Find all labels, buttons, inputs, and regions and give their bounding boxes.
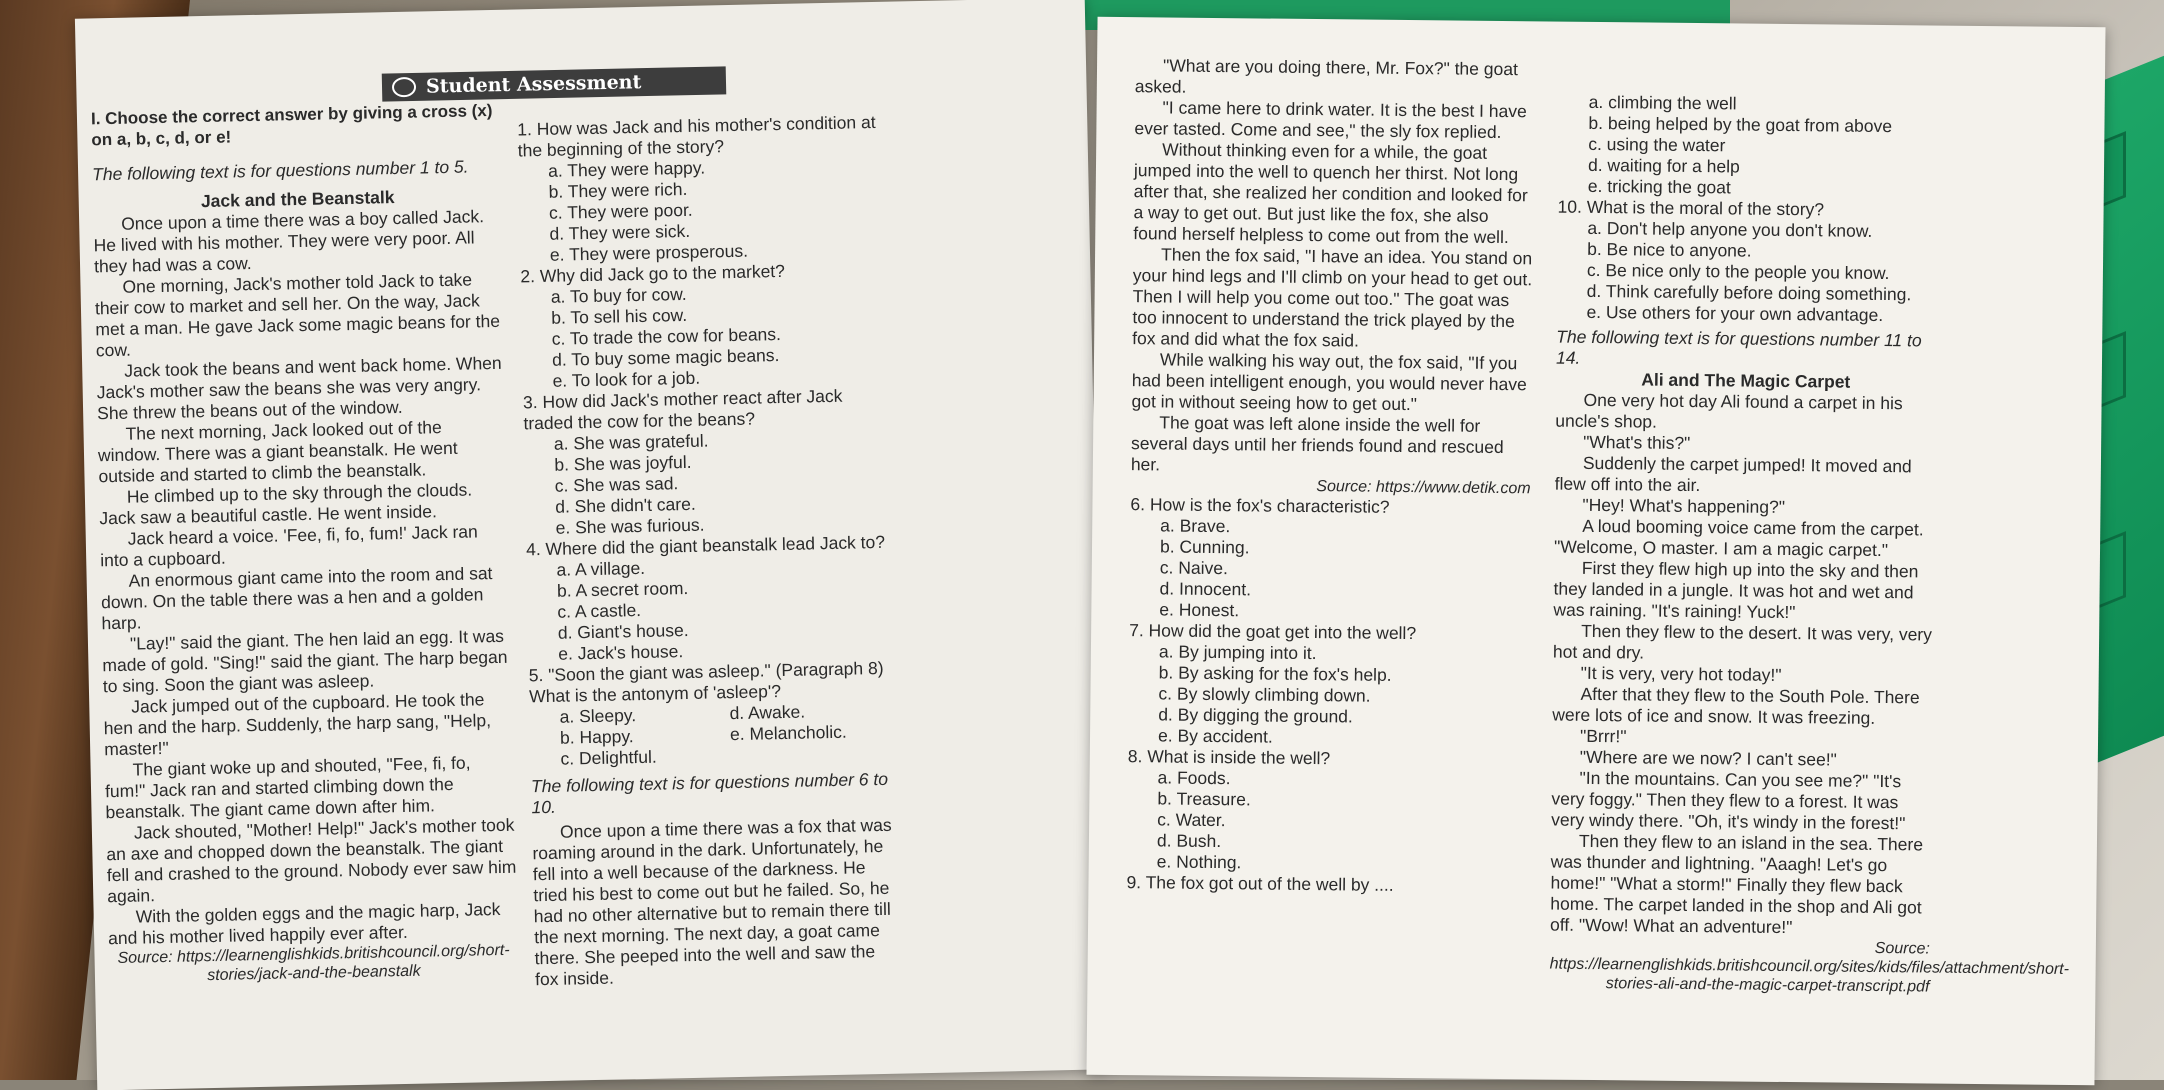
question-5: 5. "Soon the giant was asleep." (Paragraph 8) What is the antonym of 'asleep'?: [528, 657, 884, 707]
option[interactable]: e. By accident.: [1157, 725, 1273, 747]
option[interactable]: e. To look for a job.: [552, 367, 701, 391]
option[interactable]: b. being helped by the goat from above: [1588, 112, 1893, 137]
story3-paragraph: "Hey! What's happening?": [1582, 494, 1786, 517]
option[interactable]: d. waiting for a help: [1587, 154, 1740, 177]
banner-title: Student Assessment: [425, 71, 642, 98]
option[interactable]: c. using the water: [1588, 133, 1726, 156]
story2-intro: The following text is for questions number 6 to 10.: [530, 768, 889, 818]
instruction: I. Choose the correct answer by giving a cross (x) on a, b, c, d, or e!: [90, 100, 493, 150]
story3-paragraph: After that they flew to the South Pole. There were lots of ice and snow. It was freezing.: [1552, 683, 1920, 728]
question-4: 4. Where did the giant beanstalk lead Jack to?: [525, 531, 886, 560]
story2-paragraph: Then the fox said, "I have an idea. You stand on your hind legs and I'll climb on your head to get out. Then I will help you come out too." The goat was too innocent to understand the trick played by the fox and did what the fox said.: [1132, 244, 1533, 351]
story1-intro: The following text is for questions number 1 to 5.: [91, 156, 469, 185]
option[interactable]: e. Use others for your own advantage.: [1586, 301, 1884, 325]
option[interactable]: c. A castle.: [557, 599, 642, 622]
option[interactable]: a. By jumping into it.: [1158, 641, 1317, 664]
option[interactable]: b. A secret room.: [556, 577, 689, 601]
option[interactable]: b. Be nice to anyone.: [1587, 238, 1752, 261]
option[interactable]: a. climbing the well: [1588, 91, 1737, 114]
option[interactable]: e. Jack's house.: [558, 641, 684, 664]
story1-paragraph: Jack took the beans and went back home. When Jack's mother saw the beans she was very angry. She threw the beans out of the window.: [96, 352, 502, 424]
story3-source: Source: https://learnenglishkids.britishcouncil.org/sites/kids/files/attachment/short-stories-ali-and-the-magic-carpet-transcript.pdf: [1549, 939, 2070, 996]
story1-paragraph: He climbed up to the sky through the clouds. Jack saw a beautiful castle. He went inside.: [99, 479, 473, 529]
option[interactable]: e. They were prosperous.: [549, 240, 749, 265]
option[interactable]: e. Nothing.: [1156, 851, 1242, 873]
option[interactable]: e. Melancholic.: [729, 721, 847, 745]
story1-paragraph: Once upon a time there was a boy called Jack. He lived with his mother. They were very poor. All they had was a cow.: [93, 206, 485, 277]
option[interactable]: d. Giant's house.: [557, 619, 689, 643]
option[interactable]: e. tricking the goat: [1587, 175, 1731, 198]
story1-paragraph: Jack heard a voice. 'Fee, fi, fo, fum!' Jack ran into a cupboard.: [100, 521, 478, 571]
option[interactable]: d. Bush.: [1156, 830, 1222, 852]
option[interactable]: c. Water.: [1157, 809, 1226, 831]
option[interactable]: b. By asking for the fox's help.: [1158, 662, 1392, 685]
option[interactable]: d. Awake.: [729, 701, 806, 724]
story3-paragraph: Then they flew to an island in the sea. There was thunder and lightning. "Aaagh! Let's go home!" "What a storm!" Finally they flew back home. The carpet landed in the shop and Ali got off. "Wow! What an adventure!": [1549, 830, 1924, 938]
story3-paragraph: "Brrr!": [1579, 725, 1627, 747]
option[interactable]: a. She was grateful.: [553, 430, 709, 454]
story3-paragraph: "In the mountains. Can you see me?" "It's very foggy." Then they flew to a forest. It was very windy there. "Oh, it's windy in the forest!": [1551, 767, 1906, 834]
story3-paragraph: First they flew high up into the sky and then they landed in a jungle. It was hot and wet and was raining. "It's raining! Yuck!": [1553, 557, 1919, 623]
questions-column-1: [517, 112, 895, 990]
option[interactable]: c. Naive.: [1159, 557, 1228, 579]
option[interactable]: d. To buy some magic beans.: [551, 345, 780, 370]
option[interactable]: b. They were rich.: [548, 178, 688, 202]
option[interactable]: d. Think carefully before doing something.: [1586, 280, 1912, 305]
option[interactable]: d. They were sick.: [549, 220, 691, 244]
question-3: 3. How did Jack's mother react after Jack traded the cow for the beans?: [522, 385, 843, 434]
story1-column: [91, 100, 519, 987]
story2-paragraph: "What are you doing there, Mr. Fox?" the goat asked.: [1134, 55, 1518, 97]
story3-paragraph: One very hot day Ali found a carpet in his uncle's shop.: [1555, 389, 1903, 432]
story2-paragraph: "I came here to drink water. It is the best I have ever tasted. Come and see," the sly fox replied.: [1134, 97, 1527, 142]
option[interactable]: e. She was furious.: [555, 514, 705, 538]
question-10: 10. What is the moral of the story?: [1557, 196, 1825, 220]
option[interactable]: d. By digging the ground.: [1158, 704, 1353, 727]
story3-paragraph: "What's this?": [1583, 431, 1691, 453]
option[interactable]: b. To sell his cow.: [551, 304, 688, 328]
option[interactable]: b. Treasure.: [1157, 788, 1251, 810]
story2-paragraph: While walking his way out, the fox said, "If you had been intelligent enough, you would never have got in without seeing how to get out.": [1131, 349, 1527, 415]
story1-paragraph: "Lay!" said the giant. The hen laid an egg. It was made of gold. "Sing!" said the giant. The harp began to sing. Soon the giant was asleep.: [102, 625, 508, 697]
story3-paragraph: A loud booming voice came from the carpet. "Welcome, O master. I am a magic carpet.": [1553, 515, 1924, 561]
question-8: 8. What is inside the well?: [1127, 746, 1331, 769]
option[interactable]: c. Be nice only to the people you know.: [1586, 259, 1890, 284]
story2-column: [1126, 55, 1535, 897]
option[interactable]: b. Cunning.: [1159, 536, 1250, 558]
story1-title: Jack and the Beanstalk: [200, 187, 395, 212]
story1-paragraph: The next morning, Jack looked out of the window. There was a giant beanstalk. He went outside and started to climb the beanstalk.: [97, 417, 458, 487]
story1-paragraph: Jack shouted, "Mother! Help!" Jack's mother took an axe and chopped down the beanstalk. The giant fell and crashed to the ground. Nobody ever saw him again.: [106, 814, 517, 907]
question-1: 1. How was Jack and his mother's condition at the beginning of the story?: [517, 111, 876, 161]
story1-paragraph: Jack jumped out of the cupboard. He took the hen and the harp. Suddenly, the harp sang, "Help, master!": [103, 689, 492, 760]
option[interactable]: d. She didn't care.: [555, 493, 696, 517]
option[interactable]: c. To trade the cow for beans.: [551, 323, 782, 349]
question-7: 7. How did the goat get into the well?: [1129, 620, 1417, 644]
story3-title: Ali and The Magic Carpet: [1641, 369, 1851, 392]
story2-paragraph: Without thinking even for a while, the goat jumped into the well to quench her thirst. Not long after that, she realized her condition and looked for a way to get out. But just like the fox, she also found herself helpless to come out from the well.: [1133, 139, 1528, 248]
option[interactable]: a. They were happy.: [547, 157, 706, 181]
option[interactable]: a. Sleepy.: [559, 705, 637, 727]
story3-paragraph: Then they flew to the desert. It was very, very hot and dry.: [1552, 620, 1933, 663]
story1-paragraph: One morning, Jack's mother told Jack to take their cow to market and sell her. On the way, Jack met a man. He gave Jack some magic beans for the cow.: [94, 269, 501, 361]
q5-options-row: [529, 700, 890, 771]
option[interactable]: a. A village.: [556, 557, 646, 580]
option[interactable]: a. To buy for cow.: [550, 283, 687, 307]
option[interactable]: a. Brave.: [1160, 515, 1231, 537]
option[interactable]: b. Happy.: [559, 726, 634, 748]
story1-paragraph: The giant woke up and shouted, "Fee, fi, fo, fum!" Jack ran and started climbing down the beanstalk. The giant came down after him.: [104, 752, 471, 823]
right-page: [1086, 17, 2105, 1085]
story3-paragraph: "Where are we now? I can't see!": [1579, 746, 1837, 770]
story1-source: Source: https://learnenglishkids.britishcouncil.org/short-stories/jack-and-the-beanstalk: [117, 941, 510, 985]
option[interactable]: a. Don't help anyone you don't know.: [1587, 217, 1873, 241]
story3-paragraph: "It is very, very hot today!": [1580, 662, 1782, 685]
question-2: 2. Why did Jack go to the market?: [520, 260, 786, 287]
option[interactable]: c. They were poor.: [548, 199, 693, 223]
option[interactable]: a. Foods.: [1157, 767, 1231, 789]
option[interactable]: e. Honest.: [1159, 599, 1240, 621]
badge-icon: [392, 77, 416, 97]
option[interactable]: c. Delightful.: [560, 746, 657, 769]
left-page: [75, 0, 1107, 1090]
question-9: 9. The fox got out of the well by ....: [1126, 872, 1394, 895]
option[interactable]: c. She was sad.: [554, 473, 679, 496]
story1-paragraph: An enormous giant came into the room and sat down. On the table there was a hen and a golden harp.: [100, 563, 493, 634]
story3-intro: The following text is for questions number 11 to 14.: [1555, 326, 1922, 368]
option[interactable]: b. She was joyful.: [554, 451, 692, 475]
option[interactable]: c. By slowly climbing down.: [1158, 683, 1371, 706]
story1-paragraph: With the golden eggs and the magic harp, Jack and his mother lived happily ever after.: [107, 898, 501, 949]
story2-source: Source: https://www.detik.com: [1316, 478, 1531, 498]
questions-column-3: [1549, 91, 2070, 997]
question-6: 6. How is the fox's characteristic?: [1130, 494, 1390, 517]
story2-paragraph: The goat was left alone inside the well for several days until her friends found and rescued her.: [1130, 412, 1504, 475]
option[interactable]: d. Innocent.: [1159, 578, 1252, 600]
story3-paragraph: Suddenly the carpet jumped! It moved and flew off into the air.: [1554, 452, 1912, 496]
story2-paragraph: Once upon a time there was a fox that was roaming around in the dark. Unfortunately, he fell into a well because of the darkness. He tried his best to come out but he failed. So, he had no other alternative but to remain there till the next morning. The next day, a goat came there. She peeped into the well and saw the fox inside.: [532, 814, 892, 990]
